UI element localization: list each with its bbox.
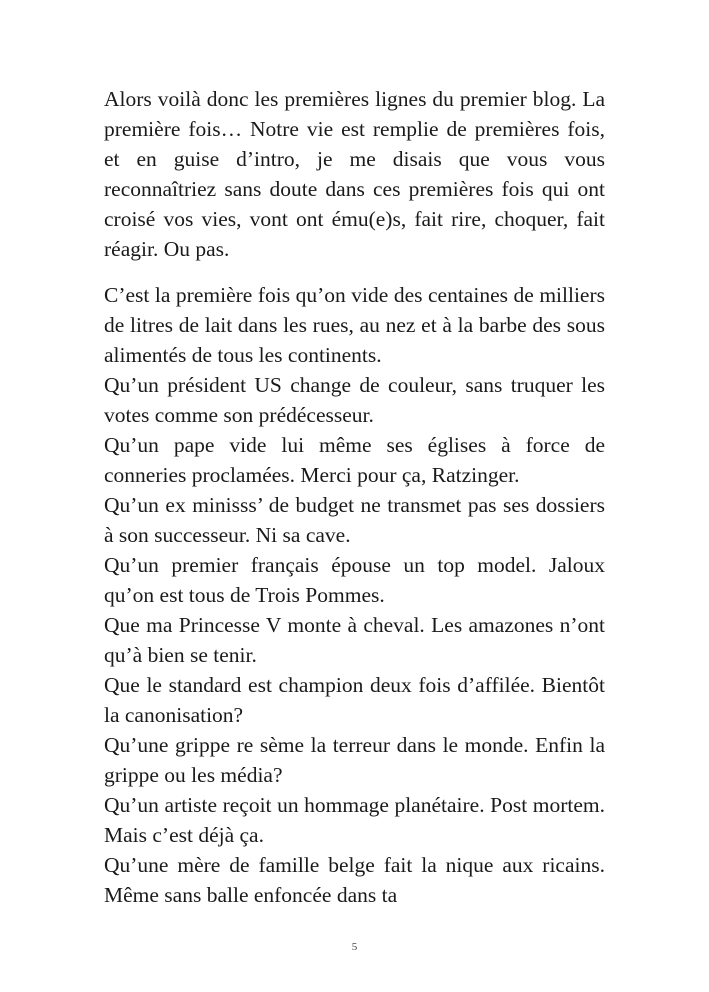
paragraph-minister: Qu’un ex minisss’ de budget ne transmet pas ses dossiers à son successeur. Ni sa cave. — [104, 493, 605, 547]
intro-paragraph: Alors voilà donc les premières lignes du premier blog. La première fois… Notre vie est remplie de premières fois, et en guise d’intro, je me disais que vous vous reconnaîtriez sans doute dans ces premières fois qui ont croisé vos vies, vont ont ému(e)s, fait rire, choquer, fait réagir. Ou pas. — [104, 87, 605, 261]
paragraph-top-model: Qu’un premier français épouse un top model. Jaloux qu’on est tous de Trois Pommes. — [104, 553, 605, 607]
paragraph-president: Qu’un président US change de couleur, sans truquer les votes comme son prédécesseur. — [104, 373, 605, 427]
paragraph-standard: Que le standard est champion deux fois d’affilée. Bientôt la canonisation? — [104, 673, 605, 727]
paragraph-pope: Qu’un pape vide lui même ses églises à force de conneries proclamées. Merci pour ça, Ratzinger. — [104, 433, 605, 487]
intro-block — [104, 84, 605, 264]
page-number: 5 — [351, 941, 358, 953]
paragraph-mother: Qu’une mère de famille belge fait la nique aux ricains. Même sans balle enfoncée dans ta — [104, 853, 605, 907]
paragraph-princess: Que ma Princesse V monte à cheval. Les amazones n’ont qu’à bien se tenir. — [104, 613, 605, 667]
paragraph-flu: Qu’une grippe re sème la terreur dans le monde. Enfin la grippe ou les média? — [104, 733, 605, 787]
paragraph-milk: C’est la première fois qu’on vide des centaines de milliers de litres de lait dans les rues, au nez et à la barbe des sous alimentés de tous les continents. — [104, 283, 605, 367]
paragraph-artist: Qu’un artiste reçoit un hommage planétaire. Post mortem. Mais c’est déjà ça. — [104, 793, 605, 847]
body-block — [104, 280, 605, 910]
